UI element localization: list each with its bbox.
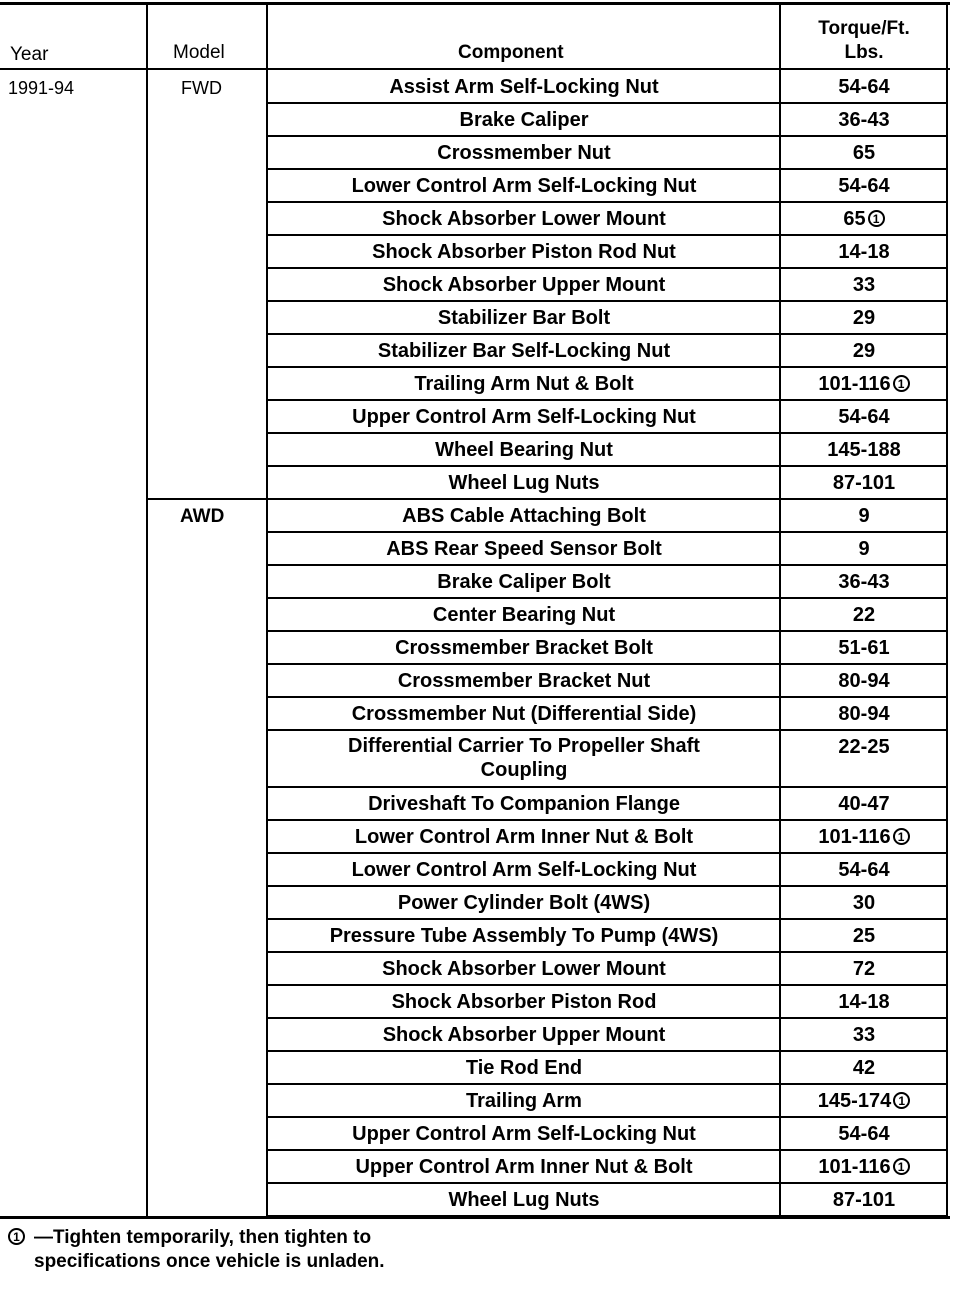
table-top-border [0,2,950,5]
component-cell: Wheel Lug Nuts [448,471,600,494]
header-torque-line1: Torque/Ft. [818,18,910,39]
torque-cell [780,985,948,1018]
torque-value: 54-64 [838,858,890,881]
footnote-ref-icon: 1 [893,375,910,392]
torque-cell [780,730,948,763]
torque-cell [780,952,948,985]
torque-value: 72 [852,957,876,980]
component-cell: Upper Control Arm Inner Nut & Bolt [355,1155,693,1178]
header-torque-line2: Lbs. [844,42,884,63]
component-cell: Trailing Arm Nut & Bolt [414,372,634,395]
torque-value: 9 [858,504,870,527]
torque-cell [780,664,948,697]
component-cell: Brake Caliper [459,108,589,131]
torque-cell [780,169,948,202]
torque-value: 42 [852,1056,876,1079]
torque-value: 14-18 [838,240,890,263]
torque-value: 22 [852,603,876,626]
torque-value: 9 [858,537,870,560]
component-cell: Assist Arm Self-Locking Nut [389,75,659,98]
year-value: 1991-94 [8,78,75,98]
torque-value: 33 [852,273,876,296]
torque-value: 87-101 [832,1188,896,1211]
component-cell: Crossmember Bracket Bolt [395,636,653,659]
torque-value: 101-116 [818,825,891,848]
torque-cell [780,103,948,136]
torque-cell [780,268,948,301]
component-cell: ABS Cable Attaching Bolt [402,504,646,527]
torque-cell [780,1018,948,1051]
header-model: Model [173,42,225,63]
torque-cell [780,367,948,400]
torque-cell [780,565,948,598]
header-component: Component [458,42,564,63]
footnote-ref-icon: 1 [893,1092,910,1109]
torque-value: 33 [852,1023,876,1046]
footnote-circle-icon: 1 [8,1228,25,1245]
footnote-ref-icon: 1 [893,828,910,845]
component-cell: Crossmember Nut [437,141,611,164]
torque-cell [780,697,948,730]
component-cell: Crossmember Nut (Differential Side) [351,702,697,725]
component-cell: Pressure Tube Assembly To Pump (4WS) [329,924,719,947]
torque-value: 54-64 [838,75,890,98]
footnote-text: —Tighten temporarily, then tighten to specifications once vehicle is unladen. [34,1227,385,1272]
torque-value: 29 [852,339,876,362]
component-cell: Upper Control Arm Self-Locking Nut [352,405,696,428]
torque-cell [780,1084,948,1117]
torque-value: 54-64 [838,405,890,428]
torque-cell [780,301,948,334]
torque-value: 29 [852,306,876,329]
model-fwd: FWD [181,78,222,98]
header-year: Year [10,44,49,65]
torque-cell [780,820,948,853]
component-cell: Lower Control Arm Self-Locking Nut [351,858,697,881]
component-cell: Lower Control Arm Inner Nut & Bolt [354,825,694,848]
component-cell: Driveshaft To Companion Flange [368,792,680,815]
torque-value: 40-47 [838,792,890,815]
torque-cell [780,433,948,466]
torque-cell [780,1183,948,1216]
component-cell: Wheel Lug Nuts [448,1188,600,1211]
torque-value: 36-43 [838,570,890,593]
torque-value: 101-116 [818,1155,891,1178]
torque-cell [780,787,948,820]
torque-value: 87-101 [832,471,896,494]
torque-cell [780,334,948,367]
component-cell: Tie Rod End [465,1056,583,1079]
torque-cell [780,499,948,532]
component-cell: Trailing Arm [466,1089,582,1112]
torque-value: 51-61 [838,636,890,659]
model-awd: AWD [180,506,225,527]
torque-value: 145-188 [827,438,901,461]
footnote-ref-icon: 1 [868,210,885,227]
torque-value: 80-94 [838,669,890,692]
col-divider-model [146,4,148,1218]
component-cell: Shock Absorber Upper Mount [382,1023,666,1046]
table-bottom-border [0,1216,950,1219]
component-cell: Shock Absorber Lower Mount [382,957,666,980]
component-cell: Shock Absorber Piston Rod [391,990,657,1013]
torque-cell [780,235,948,268]
torque-cell [780,400,948,433]
torque-value: 22-25 [838,735,890,758]
torque-cell [780,136,948,169]
torque-cell [780,532,948,565]
torque-cell [780,853,948,886]
component-cell: Shock Absorber Upper Mount [382,273,666,296]
torque-value: 30 [852,891,876,914]
torque-cell [780,70,948,103]
component-cell: Brake Caliper Bolt [437,570,611,593]
component-cell: Shock Absorber Piston Rod Nut [372,240,676,263]
torque-value: 25 [852,924,876,947]
component-cell: Center Bearing Nut [432,603,616,626]
torque-cell [780,1117,948,1150]
torque-cell [780,598,948,631]
footnote-ref-icon: 1 [893,1158,910,1175]
torque-value: 65 [843,207,866,230]
component-cell: Shock Absorber Lower Mount [382,207,666,230]
torque-cell [780,466,948,499]
component-cell: Crossmember Bracket Nut [397,669,651,692]
component-cell: ABS Rear Speed Sensor Bolt [386,537,662,560]
torque-cell [780,919,948,952]
component-cell: Differential Carrier To Propeller Shaft Coupling [348,735,700,781]
component-cell: Power Cylinder Bolt (4WS) [397,891,651,914]
torque-value: 65 [852,141,876,164]
component-cell: Stabilizer Bar Bolt [437,306,611,329]
component-cell: Lower Control Arm Self-Locking Nut [351,174,697,197]
torque-cell [780,886,948,919]
torque-value: 80-94 [838,702,890,725]
torque-value: 54-64 [838,174,890,197]
torque-value: 54-64 [838,1122,890,1145]
component-cell: Stabilizer Bar Self-Locking Nut [377,339,671,362]
group-divider [146,498,268,500]
torque-cell [780,202,948,235]
component-cell: Wheel Bearing Nut [435,438,613,461]
torque-cell [780,631,948,664]
torque-cell [780,1150,948,1183]
component-cell: Upper Control Arm Self-Locking Nut [352,1122,696,1145]
torque-value: 36-43 [838,108,890,131]
torque-value: 101-116 [818,372,891,395]
torque-value: 145-174 [817,1089,892,1112]
torque-cell [780,1051,948,1084]
footnote-mark [6,1228,25,1245]
torque-value: 14-18 [838,990,890,1013]
